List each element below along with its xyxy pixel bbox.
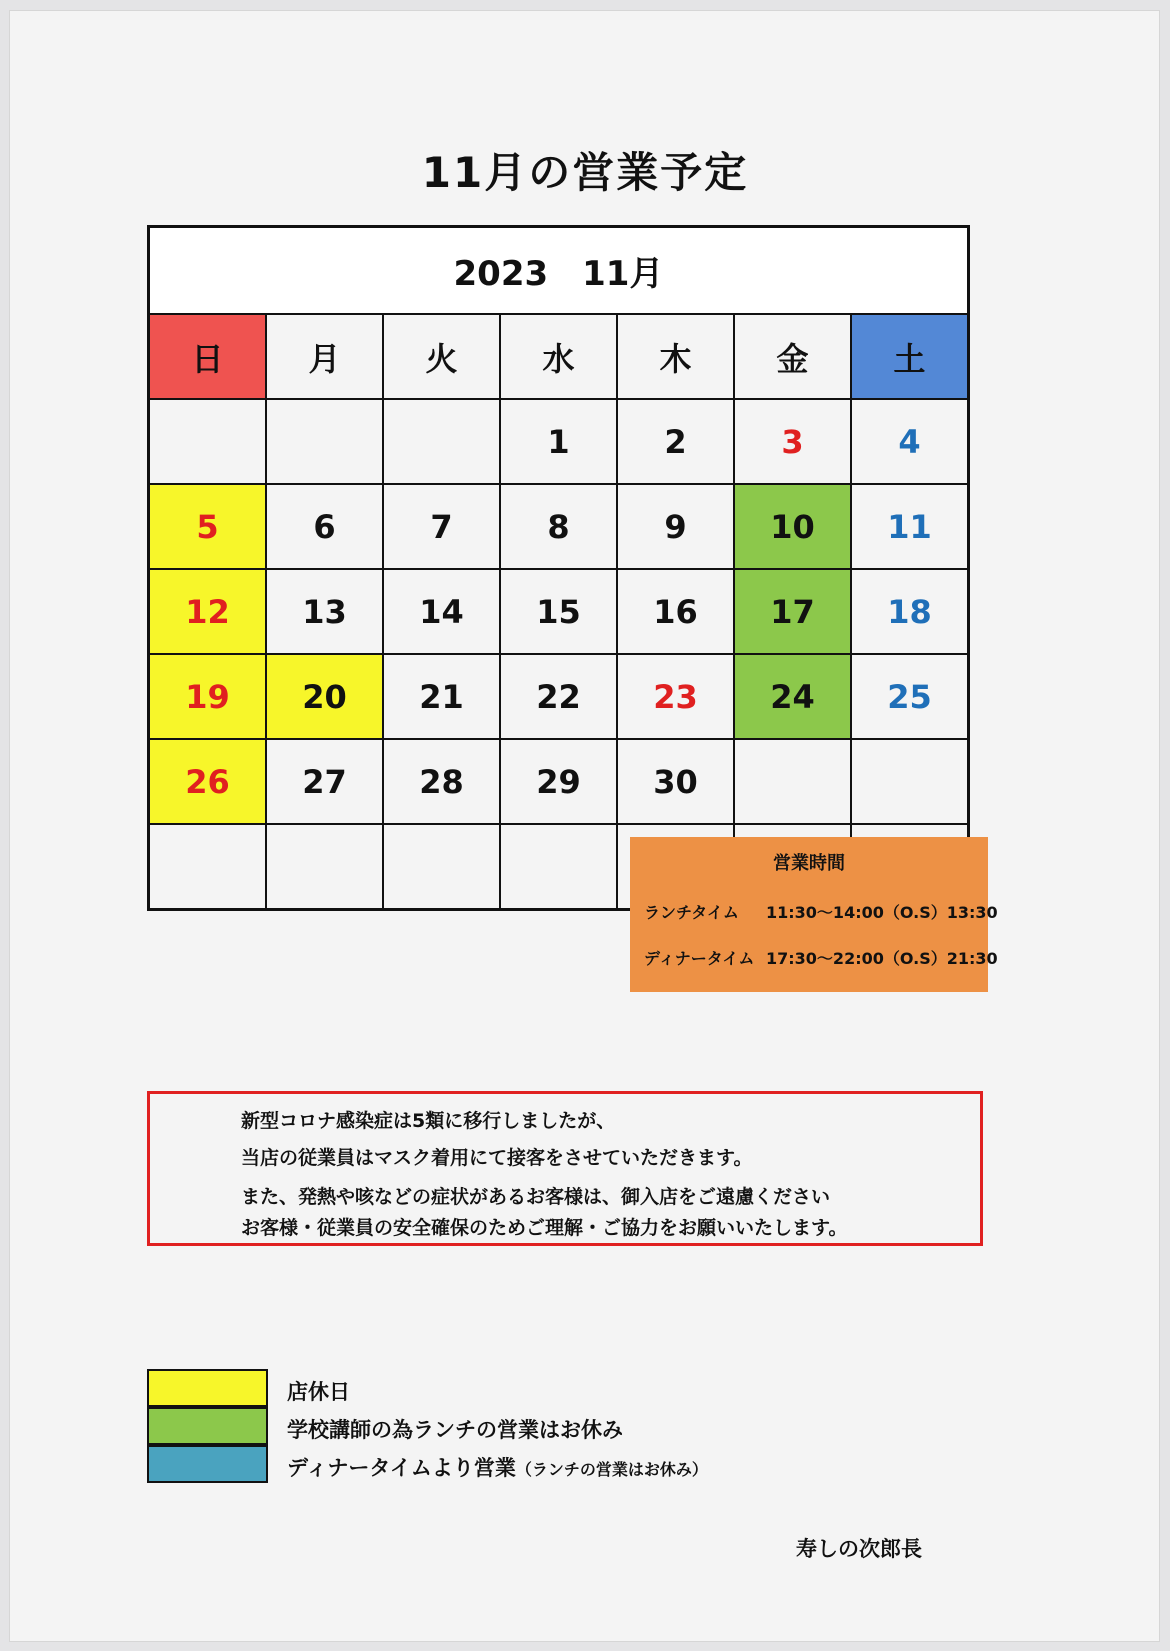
day-cell: 22 — [500, 654, 617, 739]
day-cell: 7 — [383, 484, 500, 569]
weekday-fri: 金 — [734, 314, 851, 399]
weekday-sun: 日 — [149, 314, 267, 399]
day-cell: 2 — [617, 399, 734, 484]
day-cell: 25 — [851, 654, 969, 739]
day-cell: 23 — [617, 654, 734, 739]
notice-box — [147, 1091, 983, 1246]
weekday-tue: 火 — [383, 314, 500, 399]
weekday-mon: 月 — [266, 314, 383, 399]
day-cell: 13 — [266, 569, 383, 654]
legend-label-closed: 店休日 — [287, 1380, 350, 1404]
day-cell: 24 — [734, 654, 851, 739]
day-cell: 16 — [617, 569, 734, 654]
day-cell: 17 — [734, 569, 851, 654]
day-cell: 6 — [266, 484, 383, 569]
day-cell: 21 — [383, 654, 500, 739]
day-cell: 26 — [149, 739, 267, 824]
dinner-hours: 17:30～22:00（O.S）21:30 — [766, 949, 998, 968]
day-cell: 28 — [383, 739, 500, 824]
dinner-label: ディナータイム — [644, 949, 755, 968]
day-cell: 8 — [500, 484, 617, 569]
notice-line: お客様・従業員の安全確保のためご理解・ご協力をお願いいたします。 — [241, 1217, 848, 1239]
day-cell: 30 — [617, 739, 734, 824]
day-cell: 5 — [149, 484, 267, 569]
business-hours-box — [630, 837, 998, 992]
legend-label-dinner-only — [287, 1452, 708, 1482]
day-cell — [383, 399, 500, 484]
day-cell: 11 — [851, 484, 969, 569]
calendar-month-header: 2023 11月 — [149, 227, 969, 315]
day-cell: 4 — [851, 399, 969, 484]
day-cell: 20 — [266, 654, 383, 739]
legend-swatch-closed — [147, 1369, 268, 1407]
day-cell: 27 — [266, 739, 383, 824]
day-cell: 19 — [149, 654, 267, 739]
lunch-hours: 11:30～14:00（O.S）13:30 — [766, 903, 998, 922]
calendar-table — [147, 225, 970, 911]
day-cell — [266, 824, 383, 910]
day-cell: 29 — [500, 739, 617, 824]
day-cell: 9 — [617, 484, 734, 569]
notice-line: 当店の従業員はマスク着用にて接客をさせていただきます。 — [241, 1147, 753, 1169]
lunch-label: ランチタイム — [644, 903, 739, 922]
page-title: 11月の営業予定 — [421, 148, 749, 197]
day-cell: 10 — [734, 484, 851, 569]
weekday-thu: 木 — [617, 314, 734, 399]
day-cell: 15 — [500, 569, 617, 654]
legend-swatch-no-lunch — [147, 1407, 268, 1445]
day-cell — [149, 824, 267, 910]
day-cell — [266, 399, 383, 484]
day-cell: 12 — [149, 569, 267, 654]
day-cell — [149, 399, 267, 484]
day-cell: 3 — [734, 399, 851, 484]
weekday-wed: 水 — [500, 314, 617, 399]
day-cell — [500, 824, 617, 910]
day-cell: 1 — [500, 399, 617, 484]
business-hours-title: 営業時間 — [773, 853, 845, 874]
legend-swatch-dinner-only — [147, 1445, 268, 1483]
notice-line: 新型コロナ感染症は5類に移行しましたが、 — [241, 1110, 616, 1132]
legend-dinner-only-text: ディナータイムより営業 — [287, 1456, 516, 1480]
day-cell — [734, 739, 851, 824]
shop-signature: 寿しの次郎長 — [796, 1537, 922, 1561]
legend-label-no-lunch: 学校講師の為ランチの営業はお休み — [287, 1418, 623, 1442]
weekday-sat: 土 — [851, 314, 969, 399]
day-cell — [851, 739, 969, 824]
day-cell: 14 — [383, 569, 500, 654]
legend-dinner-only-note: （ランチの営業はお休み） — [515, 1460, 708, 1479]
notice-line: また、発熱や咳などの症状があるお客様は、御入店をご遠慮ください — [241, 1186, 831, 1208]
day-cell: 18 — [851, 569, 969, 654]
day-cell — [383, 824, 500, 910]
